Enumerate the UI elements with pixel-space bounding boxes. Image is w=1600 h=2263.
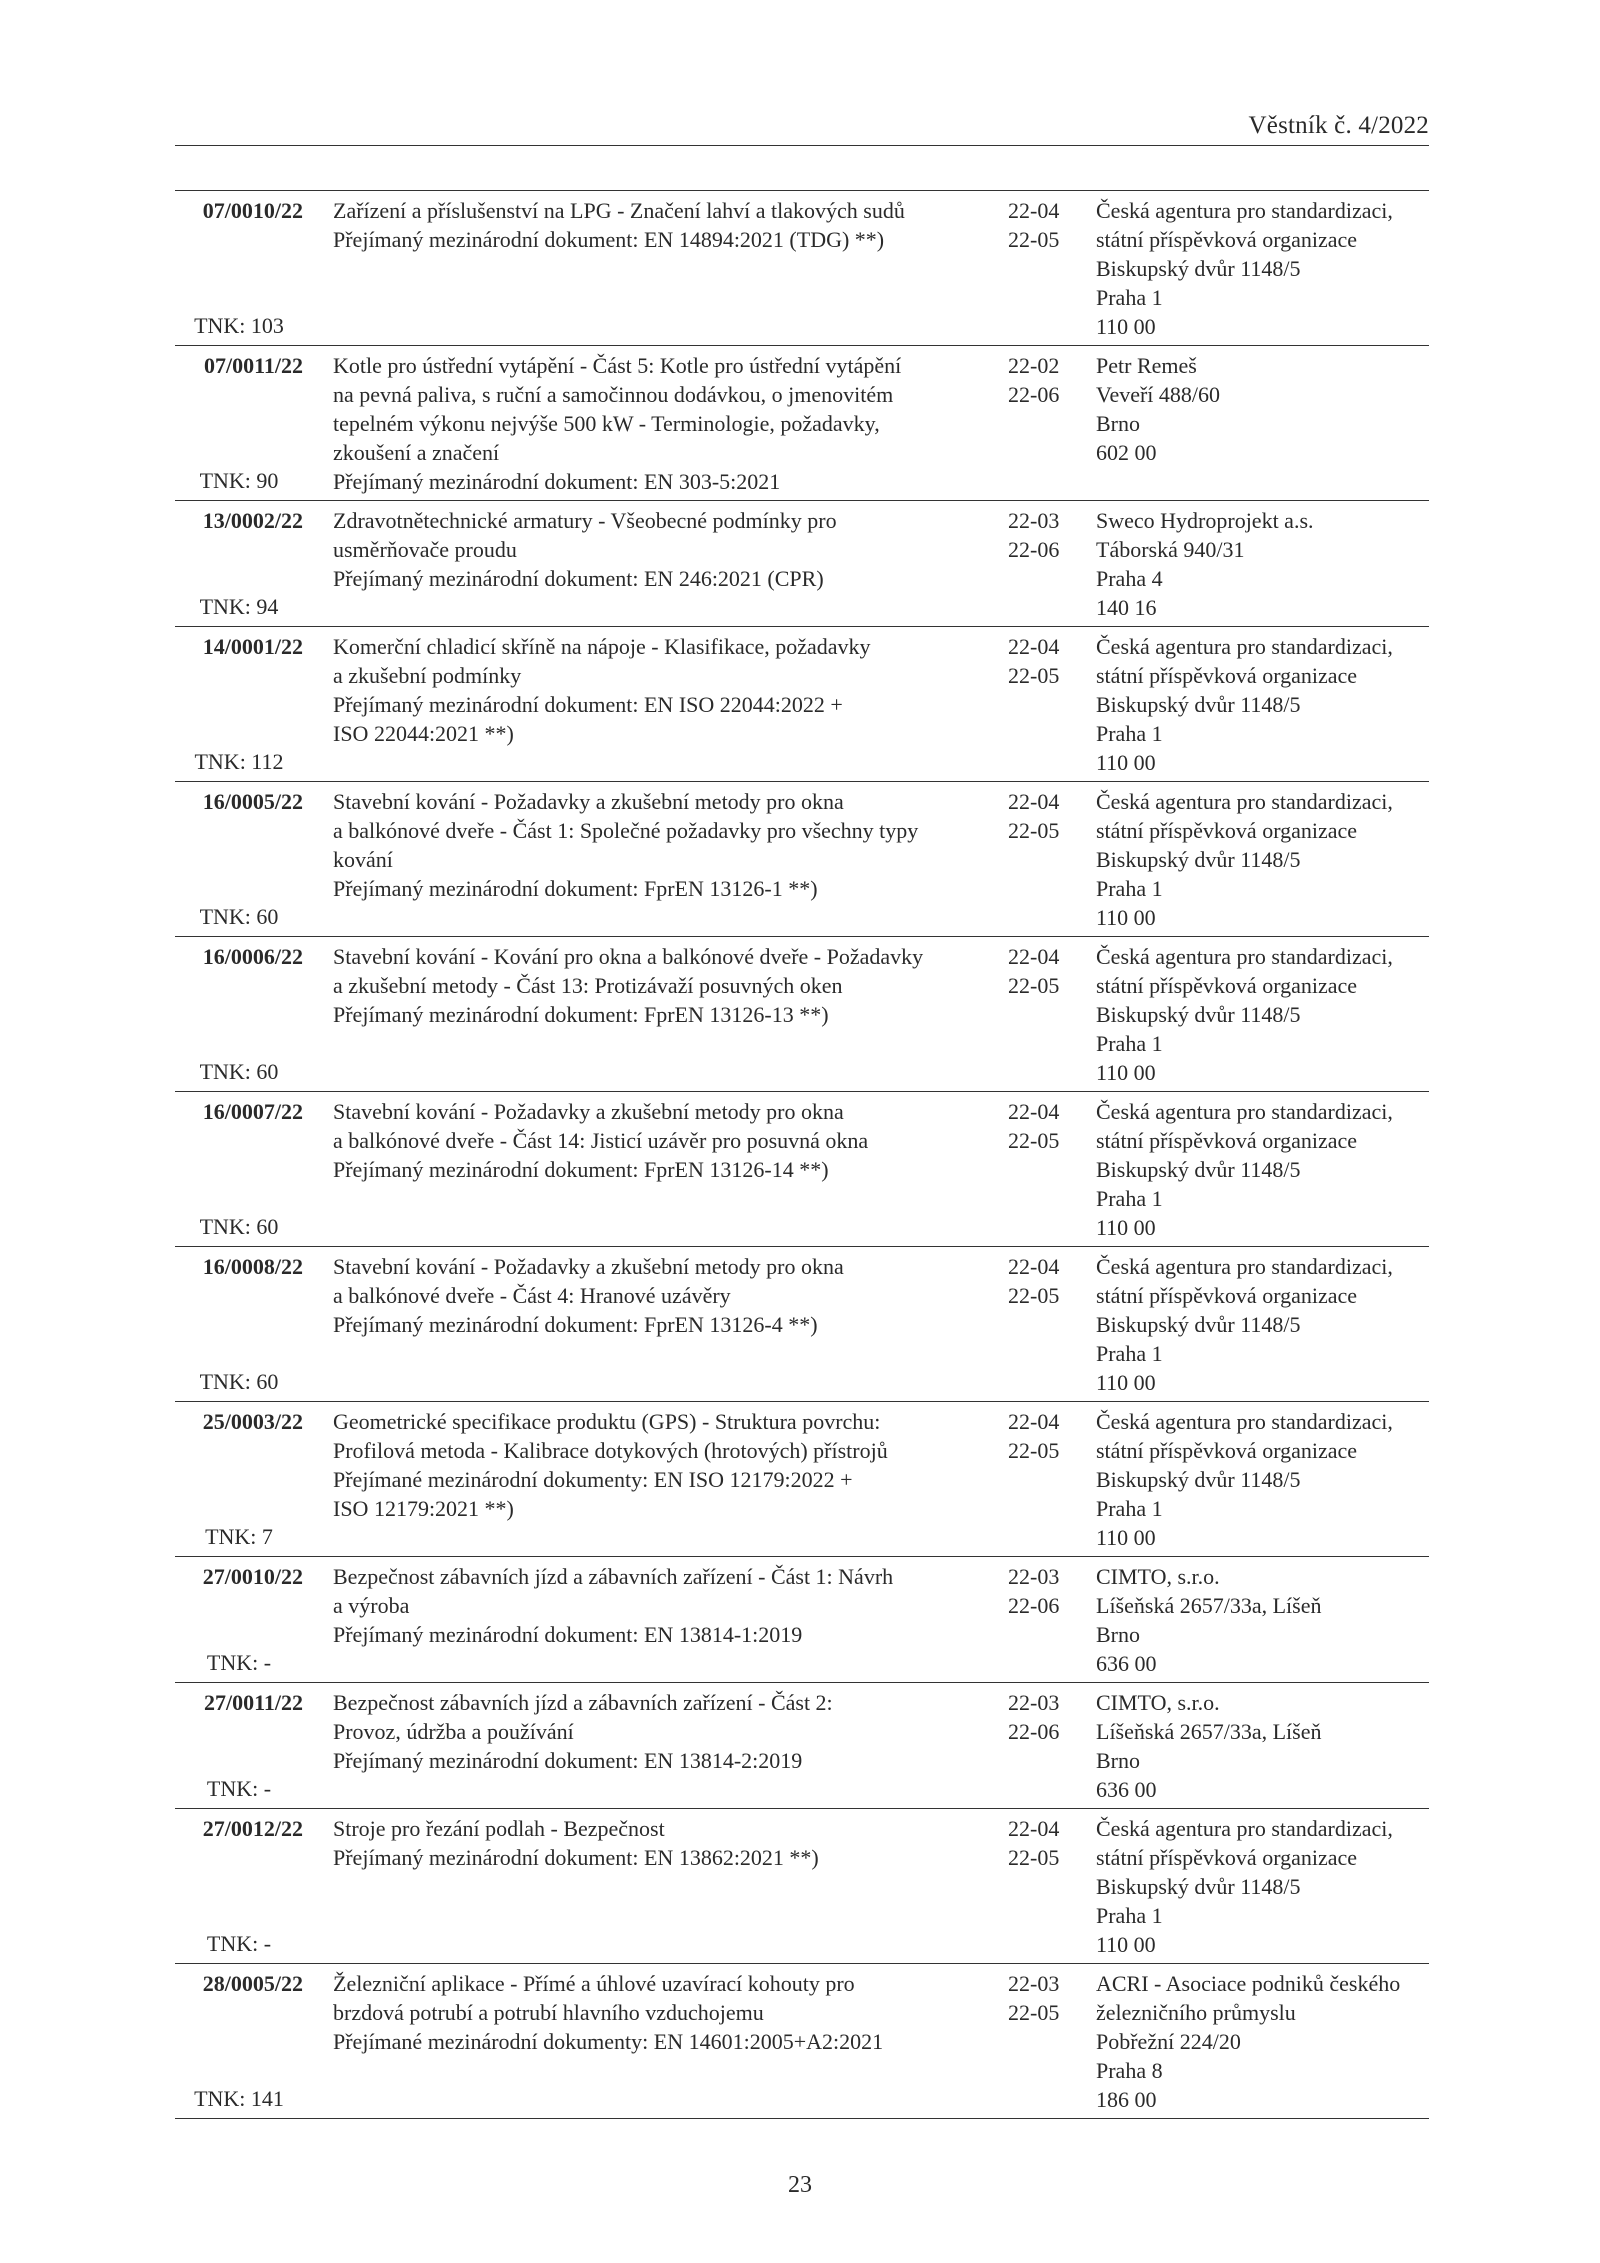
- address-line: 140 16: [1096, 595, 1157, 620]
- standard-description-line: zkoušení a značení: [333, 440, 500, 465]
- dates-line: 22-05: [1008, 2000, 1060, 2025]
- standard-description-line: Přejímaný mezinárodní dokument: EN ISO 22044:2022 +: [333, 692, 843, 717]
- standard-description-line: Stroje pro řezání podlah - Bezpečnost: [333, 1816, 665, 1841]
- dates: [1008, 196, 1088, 254]
- tnk-number: TNK: 141: [194, 2086, 284, 2111]
- address-line: 110 00: [1096, 1525, 1156, 1550]
- address-line: Praha 1: [1096, 876, 1163, 901]
- standard-description: [333, 1969, 993, 2056]
- address-line: Biskupský dvůr 1148/5: [1096, 1467, 1301, 1492]
- address-line: státní příspěvková organizace: [1096, 1438, 1358, 1463]
- address-line: Biskupský dvůr 1148/5: [1096, 256, 1301, 281]
- tnk-number: TNK: 94: [199, 594, 279, 619]
- standard-description: [333, 1688, 993, 1775]
- table-row: [175, 1557, 1429, 1683]
- dates-line: 22-05: [1008, 818, 1060, 843]
- tnk-number: TNK: 7: [205, 1524, 273, 1549]
- header-divider: [175, 145, 1429, 146]
- record-id: 07/0010/22: [202, 198, 303, 223]
- record-id: 16/0005/22: [202, 789, 303, 814]
- standard-description-line: a zkušební metody - Část 13: Protizávaží posuvných oken: [333, 973, 843, 998]
- tnk-number: TNK: 103: [194, 313, 284, 338]
- address: [1096, 1407, 1436, 1552]
- address-line: Praha 1: [1096, 1903, 1163, 1928]
- address: [1096, 1688, 1436, 1804]
- standard-description-line: Přejímaný mezinárodní dokument: FprEN 13126-4 **): [333, 1312, 818, 1337]
- standard-description-line: Zdravotnětechnické armatury - Všeobecné podmínky pro: [333, 508, 837, 533]
- bulletin-title: Věstník č. 4/2022: [1248, 112, 1429, 139]
- dates: [1008, 1562, 1088, 1620]
- table-row: [175, 1683, 1429, 1809]
- record-id: 07/0011/22: [203, 353, 303, 378]
- dates-line: 22-04: [1008, 944, 1060, 969]
- address-line: Česká agentura pro standardizaci,: [1096, 1099, 1393, 1124]
- standard-description-line: Přejímaný mezinárodní dokument: EN 246:2021 (CPR): [333, 566, 824, 591]
- dates: [1008, 1969, 1088, 2027]
- address-line: Praha 1: [1096, 285, 1163, 310]
- dates-line: 22-06: [1008, 1593, 1060, 1618]
- dates: [1008, 1252, 1088, 1310]
- address-line: CIMTO, s.r.o.: [1096, 1690, 1220, 1715]
- address-line: Praha 1: [1096, 1496, 1163, 1521]
- standard-description-line: Geometrické specifikace produktu (GPS) - Struktura povrchu:: [333, 1409, 881, 1434]
- address: [1096, 506, 1436, 622]
- tnk-number: TNK: 60: [199, 1214, 279, 1239]
- standard-description-line: Profilová metoda - Kalibrace dotykových (hrotových) přístrojů: [333, 1438, 888, 1463]
- address-line: 636 00: [1096, 1651, 1157, 1676]
- standard-description: [333, 1252, 993, 1339]
- dates: [1008, 1814, 1088, 1872]
- standard-description-line: Přejímaný mezinárodní dokument: EN 13814-1:2019: [333, 1622, 803, 1647]
- address-line: 602 00: [1096, 440, 1157, 465]
- address-line: Česká agentura pro standardizaci,: [1096, 1254, 1393, 1279]
- address-line: 110 00: [1096, 1060, 1156, 1085]
- standard-description-line: a balkónové dveře - Část 4: Hranové uzávěry: [333, 1283, 731, 1308]
- dates: [1008, 1407, 1088, 1465]
- record-id: 28/0005/22: [202, 1971, 303, 1996]
- standard-description-line: Zařízení a příslušenství na LPG - Značení lahví a tlakových sudů: [333, 198, 905, 223]
- standard-description-line: Přejímaný mezinárodní dokument: FprEN 13126-14 **): [333, 1157, 829, 1182]
- standard-description-line: Komerční chladicí skříně na nápoje - Klasifikace, požadavky: [333, 634, 871, 659]
- address-line: Praha 1: [1096, 721, 1163, 746]
- record-id: 27/0010/22: [202, 1564, 303, 1589]
- dates-line: 22-04: [1008, 1409, 1060, 1434]
- standard-description-line: a výroba: [333, 1593, 410, 1618]
- standard-description-line: kování: [333, 847, 393, 872]
- standard-description-line: ISO 22044:2021 **): [333, 721, 514, 746]
- tnk-number: TNK: -: [206, 1650, 272, 1675]
- record-id: 27/0012/22: [202, 1816, 303, 1841]
- address: [1096, 1969, 1436, 2114]
- address-line: 110 00: [1096, 1215, 1156, 1240]
- standard-description: [333, 1562, 993, 1649]
- address-line: státní příspěvková organizace: [1096, 1845, 1358, 1870]
- address-line: státní příspěvková organizace: [1096, 227, 1358, 252]
- address-line: Sweco Hydroprojekt a.s.: [1096, 508, 1314, 533]
- tnk-number: TNK: 112: [194, 749, 284, 774]
- dates-line: 22-04: [1008, 634, 1060, 659]
- dates-line: 22-03: [1008, 1564, 1060, 1589]
- standard-description: [333, 632, 993, 748]
- standard-description-line: Přejímaný mezinárodní dokument: EN 13862:2021 **): [333, 1845, 819, 1870]
- dates-line: 22-02: [1008, 353, 1060, 378]
- dates-line: 22-05: [1008, 1438, 1060, 1463]
- dates: [1008, 506, 1088, 564]
- address-line: Veveří 488/60: [1096, 382, 1221, 407]
- page-number: 23: [788, 2172, 812, 2198]
- address-line: Biskupský dvůr 1148/5: [1096, 1002, 1301, 1027]
- address-line: Biskupský dvůr 1148/5: [1096, 1157, 1301, 1182]
- standard-description-line: Stavební kování - Požadavky a zkušební metody pro okna: [333, 1099, 844, 1124]
- address: [1096, 1814, 1436, 1959]
- standards-table: [175, 190, 1429, 2119]
- dates-line: 22-04: [1008, 1254, 1060, 1279]
- standard-description: [333, 196, 993, 254]
- dates-line: 22-05: [1008, 1845, 1060, 1870]
- record-id: 16/0008/22: [202, 1254, 303, 1279]
- tnk-number: TNK: 60: [199, 1369, 279, 1394]
- address-line: Biskupský dvůr 1148/5: [1096, 1312, 1301, 1337]
- record-id: 14/0001/22: [202, 634, 303, 659]
- address-line: Brno: [1096, 411, 1140, 436]
- tnk-number: TNK: -: [206, 1776, 272, 1801]
- standard-description-line: a zkušební podmínky: [333, 663, 522, 688]
- address-line: 110 00: [1096, 750, 1156, 775]
- dates-line: 22-03: [1008, 1971, 1060, 1996]
- table-row: [175, 1809, 1429, 1964]
- standard-description-line: a balkónové dveře - Část 1: Společné požadavky pro všechny typy: [333, 818, 919, 843]
- address-line: Česká agentura pro standardizaci,: [1096, 634, 1393, 659]
- address-line: státní příspěvková organizace: [1096, 663, 1358, 688]
- address-line: státní příspěvková organizace: [1096, 1283, 1358, 1308]
- record-id: 16/0006/22: [202, 944, 303, 969]
- table-row: [175, 627, 1429, 782]
- dates: [1008, 1097, 1088, 1155]
- address-line: Brno: [1096, 1622, 1140, 1647]
- address-line: CIMTO, s.r.o.: [1096, 1564, 1220, 1589]
- address: [1096, 1097, 1436, 1242]
- standard-description-line: na pevná paliva, s ruční a samočinnou dodávkou, o jmenovitém: [333, 382, 894, 407]
- dates-line: 22-04: [1008, 1099, 1060, 1124]
- address-line: Česká agentura pro standardizaci,: [1096, 1409, 1393, 1434]
- standard-description-line: Stavební kování - Požadavky a zkušební metody pro okna: [333, 1254, 844, 1279]
- dates: [1008, 351, 1088, 409]
- table-row: [175, 1964, 1429, 2119]
- address: [1096, 632, 1436, 777]
- address-line: Biskupský dvůr 1148/5: [1096, 847, 1301, 872]
- standard-description: [333, 351, 993, 496]
- standard-description-line: Přejímaný mezinárodní dokument: FprEN 13126-1 **): [333, 876, 818, 901]
- address-line: Táborská 940/31: [1096, 537, 1245, 562]
- dates-line: 22-05: [1008, 227, 1060, 252]
- address: [1096, 942, 1436, 1087]
- tnk-number: TNK: 60: [199, 904, 279, 929]
- standard-description-line: Stavební kování - Kování pro okna a balkónové dveře - Požadavky: [333, 944, 924, 969]
- table-row: [175, 782, 1429, 937]
- standard-description: [333, 506, 993, 593]
- address: [1096, 787, 1436, 932]
- record-id: 16/0007/22: [202, 1099, 303, 1124]
- standard-description-line: Kotle pro ústřední vytápění - Část 5: Kotle pro ústřední vytápění: [333, 353, 902, 378]
- standard-description-line: a balkónové dveře - Část 14: Jisticí uzávěr pro posuvná okna: [333, 1128, 869, 1153]
- table-row: [175, 937, 1429, 1092]
- standard-description-line: usměrňovače proudu: [333, 537, 517, 562]
- dates: [1008, 1688, 1088, 1746]
- tnk-number: TNK: 90: [199, 468, 279, 493]
- record-id: 13/0002/22: [202, 508, 303, 533]
- standard-description-line: Přejímaný mezinárodní dokument: EN 13814-2:2019: [333, 1748, 803, 1773]
- standard-description-line: Přejímaný mezinárodní dokument: EN 14894:2021 (TDG) **): [333, 227, 885, 252]
- standard-description-line: tepelném výkonu nejvýše 500 kW - Terminologie, požadavky,: [333, 411, 880, 436]
- standard-description: [333, 1097, 993, 1184]
- standard-description: [333, 942, 993, 1029]
- address: [1096, 351, 1436, 467]
- record-id: 27/0011/22: [203, 1690, 303, 1715]
- address-line: 110 00: [1096, 905, 1156, 930]
- address-line: ACRI - Asociace podniků českého: [1096, 1971, 1401, 1996]
- standard-description: [333, 1814, 993, 1872]
- dates: [1008, 787, 1088, 845]
- dates-line: 22-06: [1008, 537, 1060, 562]
- address-line: Brno: [1096, 1748, 1140, 1773]
- table-row: [175, 346, 1429, 501]
- standard-description-line: Přejímané mezinárodní dokumenty: EN 14601:2005+A2:2021: [333, 2029, 884, 2054]
- address: [1096, 1252, 1436, 1397]
- table-row: [175, 1092, 1429, 1247]
- address: [1096, 1562, 1436, 1678]
- address-line: 110 00: [1096, 314, 1156, 339]
- table-row: [175, 1402, 1429, 1557]
- dates-line: 22-06: [1008, 1719, 1060, 1744]
- standard-description-line: Provoz, údržba a používání: [333, 1719, 574, 1744]
- dates-line: 22-05: [1008, 663, 1060, 688]
- standard-description: [333, 787, 993, 903]
- table-row: [175, 1247, 1429, 1402]
- standard-description-line: Bezpečnost zábavních jízd a zábavních zařízení - Část 2:: [333, 1690, 833, 1715]
- dates-line: 22-05: [1008, 1283, 1060, 1308]
- address-line: Biskupský dvůr 1148/5: [1096, 692, 1301, 717]
- address-line: 186 00: [1096, 2087, 1157, 2112]
- standard-description-line: Přejímané mezinárodní dokumenty: EN ISO 12179:2022 +: [333, 1467, 853, 1492]
- dates-line: 22-04: [1008, 198, 1060, 223]
- standard-description-line: Železniční aplikace - Přímé a úhlové uzavírací kohouty pro: [333, 1971, 855, 1996]
- dates: [1008, 942, 1088, 1000]
- address-line: Česká agentura pro standardizaci,: [1096, 1816, 1393, 1841]
- address-line: Česká agentura pro standardizaci,: [1096, 944, 1393, 969]
- tnk-number: TNK: -: [206, 1931, 272, 1956]
- address-line: Praha 1: [1096, 1031, 1163, 1056]
- standard-description-line: Přejímaný mezinárodní dokument: FprEN 13126-13 **): [333, 1002, 829, 1027]
- address-line: Biskupský dvůr 1148/5: [1096, 1874, 1301, 1899]
- address-line: Pobřežní 224/20: [1096, 2029, 1241, 2054]
- address-line: Česká agentura pro standardizaci,: [1096, 789, 1393, 814]
- standard-description-line: Stavební kování - Požadavky a zkušební metody pro okna: [333, 789, 844, 814]
- dates: [1008, 632, 1088, 690]
- address-line: státní příspěvková organizace: [1096, 1128, 1358, 1153]
- dates-line: 22-04: [1008, 1816, 1060, 1841]
- tnk-number: TNK: 60: [199, 1059, 279, 1084]
- address-line: železničního průmyslu: [1096, 2000, 1296, 2025]
- table-row: [175, 191, 1429, 346]
- address-line: 636 00: [1096, 1777, 1157, 1802]
- address-line: Praha 8: [1096, 2058, 1163, 2083]
- dates-line: 22-03: [1008, 1690, 1060, 1715]
- address-line: Petr Remeš: [1096, 353, 1197, 378]
- address-line: 110 00: [1096, 1932, 1156, 1957]
- address-line: Česká agentura pro standardizaci,: [1096, 198, 1393, 223]
- address-line: 110 00: [1096, 1370, 1156, 1395]
- dates-line: 22-06: [1008, 382, 1060, 407]
- standard-description-line: Přejímaný mezinárodní dokument: EN 303-5:2021: [333, 469, 781, 494]
- dates-line: 22-05: [1008, 1128, 1060, 1153]
- address: [1096, 196, 1436, 341]
- standard-description-line: ISO 12179:2021 **): [333, 1496, 514, 1521]
- address-line: Praha 1: [1096, 1341, 1163, 1366]
- standard-description: [333, 1407, 993, 1523]
- address-line: Praha 4: [1096, 566, 1163, 591]
- record-id: 25/0003/22: [202, 1409, 303, 1434]
- address-line: státní příspěvková organizace: [1096, 973, 1358, 998]
- standard-description-line: Bezpečnost zábavních jízd a zábavních zařízení - Část 1: Návrh: [333, 1564, 894, 1589]
- dates-line: 22-03: [1008, 508, 1060, 533]
- dates-line: 22-05: [1008, 973, 1060, 998]
- address-line: Líšeňská 2657/33a, Líšeň: [1096, 1719, 1322, 1744]
- standard-description-line: brzdová potrubí a potrubí hlavního vzduchojemu: [333, 2000, 764, 2025]
- dates-line: 22-04: [1008, 789, 1060, 814]
- address-line: Líšeňská 2657/33a, Líšeň: [1096, 1593, 1322, 1618]
- address-line: státní příspěvková organizace: [1096, 818, 1358, 843]
- address-line: Praha 1: [1096, 1186, 1163, 1211]
- table-row: [175, 501, 1429, 627]
